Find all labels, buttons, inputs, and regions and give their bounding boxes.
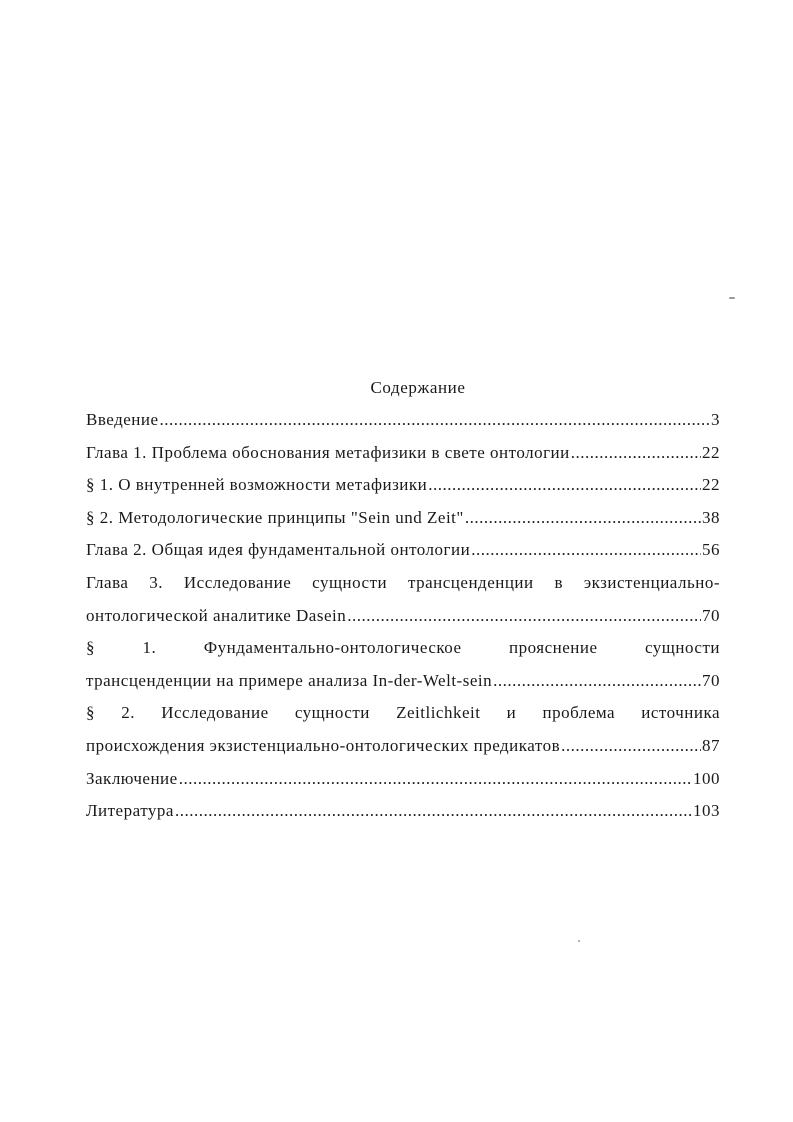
toc-entry-text: Литература: [86, 801, 174, 821]
toc-entry-chapter-2[interactable]: [86, 540, 720, 573]
toc-leader-dots: [493, 671, 701, 691]
toc-leader-dots: [347, 606, 701, 626]
toc-page-number: 3: [711, 410, 720, 429]
toc-entry-chapter-3-line-1[interactable]: [86, 573, 720, 606]
toc-leader-dots: [175, 801, 692, 821]
toc-title: Содержание: [370, 378, 466, 397]
toc-page-number: 56: [702, 540, 720, 560]
toc-entry-chapter-3-section-2-line-2[interactable]: [86, 736, 720, 769]
toc-page-number: 103: [693, 801, 720, 821]
toc-page-number: 22: [702, 475, 720, 495]
toc-leader-dots: [160, 410, 710, 430]
scan-speck: [729, 297, 735, 299]
toc-entry-text: § 1. Фундаментально-онтологическое прояснение сущности: [86, 638, 720, 658]
toc-entry-text: Глава 2. Общая идея фундаментальной онтологии: [86, 540, 471, 560]
toc-entry-chapter-1-section-2[interactable]: [86, 508, 720, 541]
toc-entry-text: трансценденции на примере анализа In-der-Welt-sein: [86, 670, 493, 690]
toc-entry-chapter-1[interactable]: [86, 443, 720, 476]
toc-leader-dots: [428, 475, 701, 495]
toc-leader-dots: [465, 508, 701, 528]
toc-entry-introduction[interactable]: [86, 410, 720, 443]
toc-page-number: 38: [702, 507, 720, 527]
table-of-contents: [86, 378, 720, 834]
toc-list: [86, 410, 720, 834]
toc-entry-literature[interactable]: [86, 801, 720, 834]
toc-leader-dots: [179, 769, 692, 789]
toc-entry-text: § 2. Исследование сущности Zeitlichkeit и проблема источника: [86, 703, 720, 723]
toc-page-number: 70: [702, 605, 720, 625]
toc-leader-dots: [561, 736, 701, 756]
toc-entry-text: происхождения экзистенциально-онтологических предикатов: [86, 735, 561, 755]
toc-page-number: 87: [702, 735, 720, 755]
toc-entry-text: Заключение: [86, 768, 178, 788]
toc-entry-text: § 2. Методологические принципы "Sein und Zeit": [86, 507, 464, 527]
toc-entry-chapter-3-line-2[interactable]: [86, 606, 720, 639]
toc-entry-chapter-1-section-1[interactable]: [86, 475, 720, 508]
toc-entry-chapter-3-section-2-line-1[interactable]: [86, 703, 720, 736]
toc-entry-text: § 1. О внутренней возможности метафизики: [86, 475, 428, 495]
toc-entry-chapter-3-section-1-line-2[interactable]: [86, 671, 720, 704]
scan-speck: [578, 940, 580, 942]
toc-entry-text: Введение: [86, 410, 159, 429]
toc-page-number: 100: [693, 768, 720, 788]
toc-page-number: 70: [702, 670, 720, 690]
toc-entry-conclusion[interactable]: [86, 769, 720, 802]
toc-leader-dots: [471, 540, 701, 560]
toc-entry-chapter-3-section-1-line-1[interactable]: [86, 638, 720, 671]
toc-entry-text: Глава 3. Исследование сущности трансценденции в экзистенциально-: [86, 572, 720, 592]
toc-entry-text: Глава 1. Проблема обоснования метафизики в свете онтологии: [86, 442, 570, 462]
toc-page-number: 22: [702, 442, 720, 462]
toc-entry-text: онтологической аналитике Dasein: [86, 605, 347, 625]
toc-leader-dots: [571, 443, 701, 463]
